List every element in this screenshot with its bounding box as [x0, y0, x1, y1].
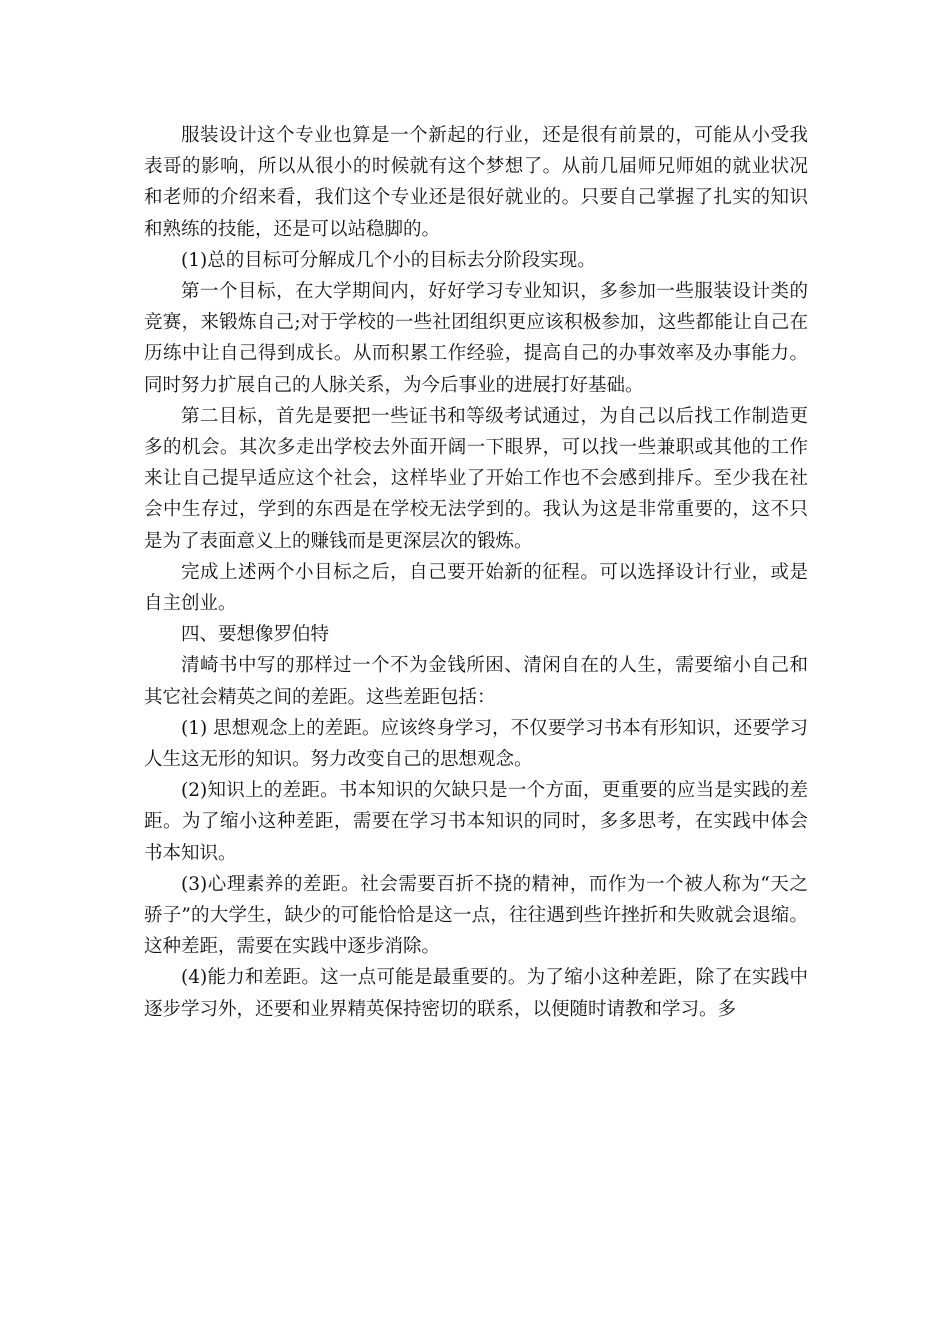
paragraph-new-journey: 完成上述两个小目标之后，自己要开始新的征程。可以选择设计行业，或是自主创业。 [144, 561, 808, 615]
paragraph-second-goal: 第二目标，首先是要把一些证书和等级考试通过，为自己以后找工作制造更多的机会。其次多走出学校去外面开阔一下眼界，可以找一些兼职或其他的工作来让自己提早适应这个社会，这样毕业了开始工作也不会感到排斥。至少我在社会中生存过，学到的东西是在学校无法学到的。我认为这是非常重要的，这不只是为了表面意义上的赚钱而是更深层次的锻炼。 [144, 405, 808, 552]
section-heading-four: 四、要想像罗伯特 [181, 624, 330, 646]
paragraph-career-intro: 服装设计这个专业也算是一个新起的行业，还是很有前景的，可能从小受我表哥的影响，所以从很小的时候就有这个梦想了。从前几届师兄师姐的就业状况和老师的介绍来看，我们这个专业还是很好就业的。只要自己掌握了扎实的知识和熟练的技能，还是可以站稳脚的。 [144, 125, 808, 240]
document-body [144, 120, 808, 1025]
paragraph-gap-intro: 清崎书中写的那样过一个不为金钱所困、清闲自在的人生，需要缩小自己和其它社会精英之间的差距。这些差距包括： [144, 655, 808, 708]
paragraph-goal-breakdown: (1)总的目标可分解成几个小的目标去分阶段实现。 [181, 249, 596, 271]
paragraph-gap-knowledge: (2)知识上的差距。书本知识的欠缺只是一个方面，更重要的应当是实践的差距。为了缩小这种差距，需要在学习书本知识的同时，多多思考，在实践中体会书本知识。 [144, 780, 808, 864]
paragraph-gap-mindset: (1) 思想观念上的差距。应该终身学习，不仅要学习书本有形知识，还要学习人生这无形的知识。努力改变自己的思想观念。 [144, 717, 808, 771]
paragraph-gap-psychology: (3)心理素养的差距。社会需要百折不挠的精神，而作为一个被人称为“天之骄子”的大学生，缺少的可能恰恰是这一点，往往遇到些许挫折和失败就会退缩。这种差距，需要在实践中逐步消除。 [144, 873, 808, 958]
paragraph-first-goal: 第一个目标，在大学期间内，好好学习专业知识，多参加一些服装设计类的竞赛，来锻炼自己;对于学校的一些社团组织更应该积极参加，这些都能让自己在历练中让自己得到成长。从而积累工作经验，提高自己的办事效率及办事能力。同时努力扩展自己的人脉关系，为今后事业的进展打好基础。 [144, 281, 808, 396]
paragraph-gap-ability: (4)能力和差距。这一点可能是最重要的。为了缩小这种差距，除了在实践中逐步学习外，还要和业界精英保持密切的联系，以便随时请教和学习。多 [144, 967, 808, 1020]
